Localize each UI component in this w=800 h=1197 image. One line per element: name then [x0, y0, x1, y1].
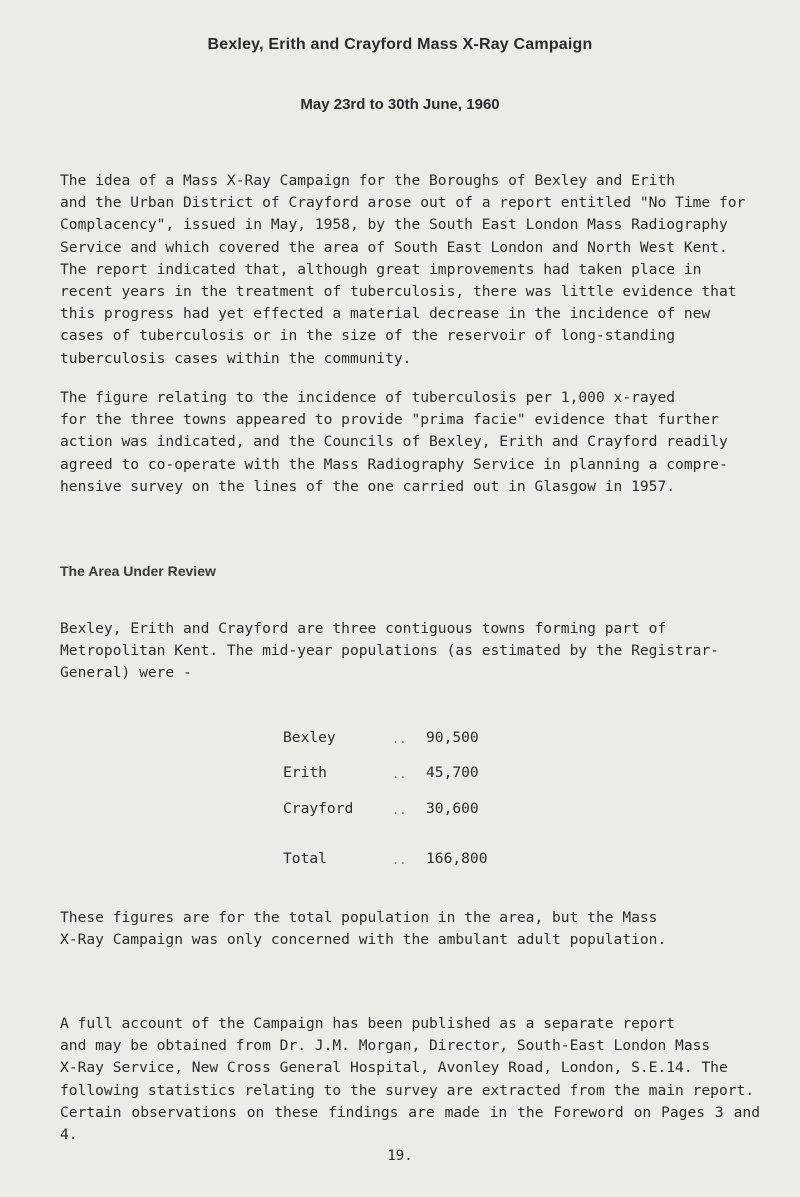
town-name: Erith — [283, 764, 327, 781]
leader-dots: .. — [392, 767, 407, 781]
total-value: 166,800 — [426, 850, 488, 867]
leader-dots: .. — [392, 853, 407, 867]
page-number: 19. — [387, 1148, 413, 1164]
campaign-dates: May 23rd to 30th June, 1960 — [300, 96, 500, 113]
section-heading: The Area Under Review — [60, 563, 216, 579]
incidence-paragraph: The figure relating to the incidence of tuberculosis per 1,000 x-rayed for the three towns appeared to provide "prima facie" evidence that further action was indicated, and the Councils of Bexley, Erith and Crayford readily agreed to co-operate with the Mass Radiography Service in planning a compre- hensive survey on the lines of the one carried out in Glasgow in 1957. — [60, 389, 728, 495]
population-total-row — [0, 850, 800, 872]
population-value: 30,600 — [426, 800, 479, 817]
population-row — [0, 764, 800, 786]
population-row — [0, 800, 800, 822]
document-title: Bexley, Erith and Crayford Mass X-Ray Campaign — [207, 36, 593, 53]
total-label: Total — [283, 850, 327, 867]
population-value: 90,500 — [426, 729, 479, 746]
town-name: Bexley — [283, 729, 336, 746]
account-paragraph: A full account of the Campaign has been published as a separate report and may be obtained from Dr. J.M. Morgan, Director, South-East London Mass X-Ray Service, New Cross General Hospital, Avonley Road, London, S.E.14. The following statistics relating to the survey are extracted from the main report. Certain observations on these findings are made in the Foreword on Pages 3 and 4. — [60, 1015, 760, 1144]
population-row — [0, 729, 800, 751]
intro-paragraph: The idea of a Mass X-Ray Campaign for the Boroughs of Bexley and Erith and the Urban District of Crayford arose out of a report entitled "No Time for Complacency", issued in May, 1958, by the South East London Mass Radiography Service and which covered the area of South East London and North West Kent. The report indicated that, although great improvements had taken place in recent years in the treatment of tuberculosis, there was little evidence that this progress had yet effected a material decrease in the incidence of new cases of tuberculosis or in the size of the reservoir of long-standing tuberculosis cases within the community. — [60, 172, 746, 367]
leader-dots: .. — [392, 803, 407, 817]
area-paragraph: Bexley, Erith and Crayford are three contiguous towns forming part of Metropolitan Kent. The mid-year populations (as estimated by the Registrar- General) were - — [60, 620, 719, 682]
town-name: Crayford — [283, 800, 354, 817]
population-value: 45,700 — [426, 764, 479, 781]
leader-dots: .. — [392, 732, 407, 746]
figures-paragraph: These figures are for the total population in the area, but the Mass X-Ray Campaign was only concerned with the ambulant adult population. — [60, 909, 667, 949]
